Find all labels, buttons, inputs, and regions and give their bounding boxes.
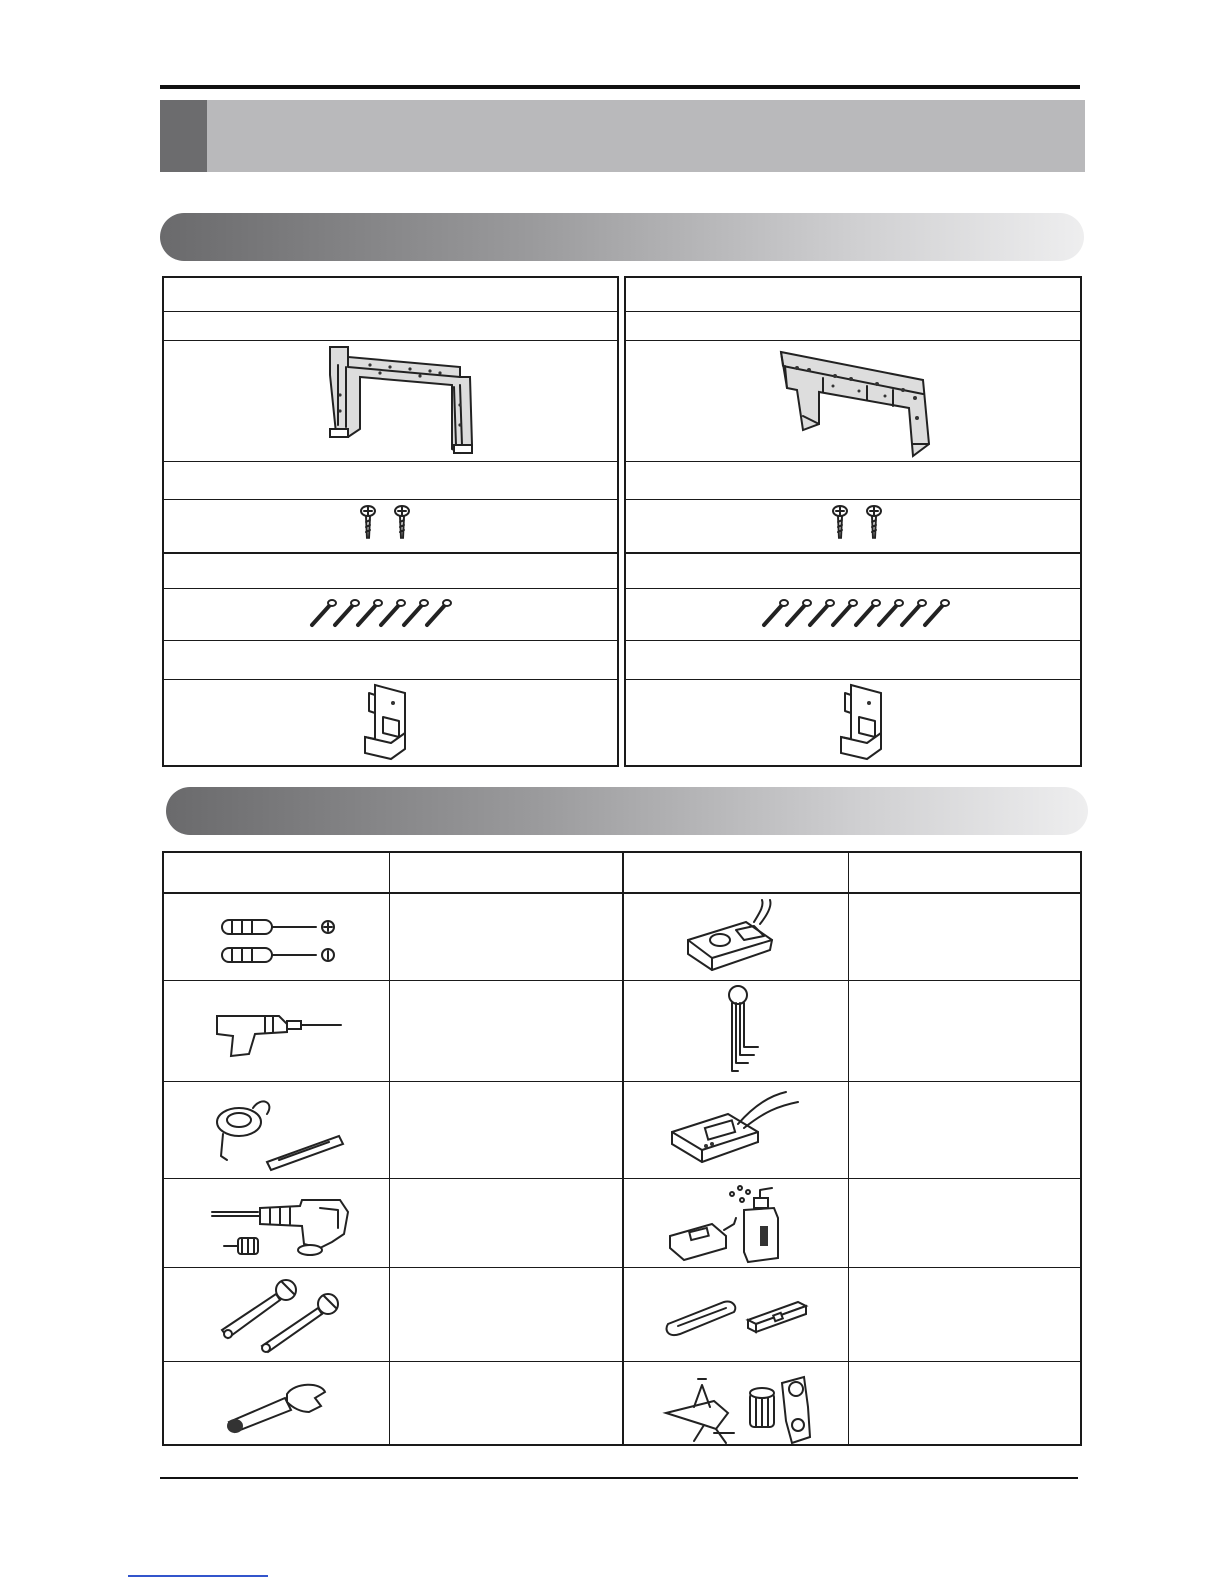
six-anchor-bolts-icon (308, 599, 453, 629)
two-screws-icon (358, 504, 418, 542)
wall-clip-holder-icon (355, 683, 415, 763)
flaring-tool-set-icon (664, 1367, 814, 1447)
adjustable-wrenches-icon (218, 1276, 348, 1354)
hex-key-set-icon (722, 985, 766, 1075)
installation-plate-wide-icon (773, 348, 933, 460)
ammeter-icon (668, 1088, 803, 1166)
thermometer-level-icon (662, 1284, 812, 1338)
eight-anchor-bolts-icon (760, 599, 955, 629)
wall-clip-holder-icon (831, 683, 891, 763)
footer-link-underline[interactable] (128, 1575, 268, 1577)
parts-banner (160, 213, 1084, 261)
torque-wrench-icon (225, 1382, 335, 1434)
section-title-band (160, 100, 1085, 172)
top-rule (160, 85, 1080, 89)
hole-core-drill-icon (210, 1188, 355, 1260)
section-title-tab (160, 100, 207, 172)
bottom-rule (160, 1477, 1078, 1479)
gas-leak-detector-icon (668, 1186, 808, 1266)
two-screws-icon (830, 504, 890, 542)
tape-measure-knife-icon (213, 1100, 353, 1172)
electric-drill-icon (215, 1010, 345, 1060)
multimeter-icon (680, 900, 790, 975)
screwdrivers-icon (220, 912, 340, 968)
installation-plate-bracket-icon (320, 345, 485, 460)
tools-banner (166, 787, 1088, 835)
